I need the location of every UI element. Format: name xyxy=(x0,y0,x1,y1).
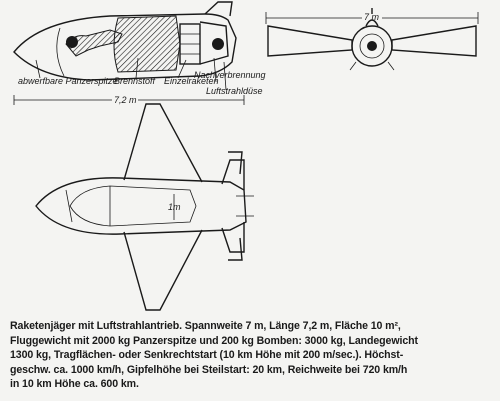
caption-line: Raketenjäger mit Luftstrahlantrieb. Spannweite 7 m, Länge 7,2 m, Fläche 10 m², xyxy=(10,320,401,332)
caption xyxy=(10,319,492,392)
top-view xyxy=(36,104,254,310)
dim-fuselage-width: 1m xyxy=(168,202,181,212)
caption-line: geschw. ca. 1000 km/h, Gipfelhöhe bei Steilstart: 20 km, Reichweite bei 720 km/h xyxy=(10,363,408,376)
caption-line: Fluggewicht mit 2000 kg Panzerspitze und 200 kg Bomben: 3000 kg, Landegewicht xyxy=(10,334,418,347)
caption-line: in 10 km Höhe ca. 600 km. xyxy=(10,378,139,391)
label-einzelraketen: Einzelraketen xyxy=(164,76,219,86)
label-panzerspitze: abwerfbare Panzerspitze xyxy=(18,76,118,86)
label-nachverbrennung: Nachverbrennung xyxy=(194,70,266,80)
label-brennstoff: Brennstoff xyxy=(114,76,156,86)
side-view xyxy=(14,2,266,105)
caption-line: 1300 kg, Tragflächen- oder Senkrechtstart (10 km Höhe mit 200 m/sec.). Höchst- xyxy=(10,349,404,362)
label-duese: Luftstrahldüse xyxy=(206,86,263,96)
dim-length: 7,2 m xyxy=(114,95,137,105)
dim-span: 7 m xyxy=(364,12,380,22)
front-view xyxy=(266,8,478,70)
